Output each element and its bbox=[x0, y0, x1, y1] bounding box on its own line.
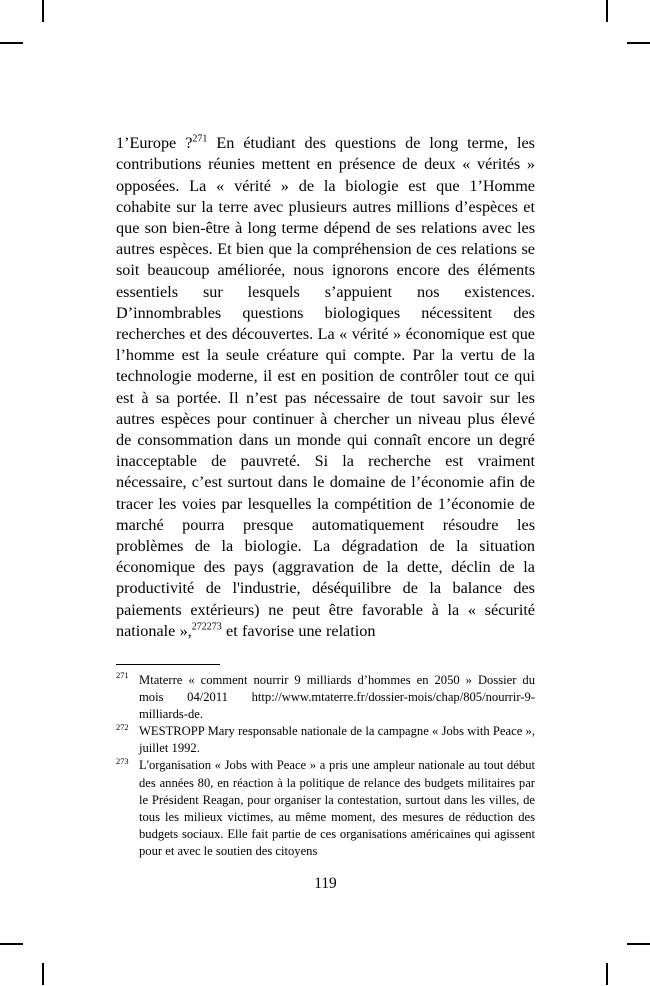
footnote-reference-272[interactable]: 272 bbox=[191, 621, 207, 633]
footnote-text: L'organisation « Jobs with Peace » a pris une ampleur nationale au tout début des années 80, en réaction à la politique de relance des budgets militaires par le Président Reagan, pour organiser la contestation, surtout dans les villes, de tous les milieux victimes, au même moment, des mesures de réduction des budgets sociaux. Elle fait partie de ces organisations américaines qui agissent pour et avec le soutien des citoyens bbox=[139, 758, 535, 858]
body-text-lead: 1’Europe ? bbox=[116, 134, 193, 153]
footnote-item bbox=[116, 723, 535, 757]
crop-mark-bottom-right-horizontal bbox=[627, 943, 650, 945]
body-paragraph bbox=[116, 133, 535, 642]
footnote-number: 273 bbox=[116, 756, 129, 766]
footnote-reference-273[interactable]: 273 bbox=[206, 621, 222, 633]
page-number: 119 bbox=[314, 875, 337, 892]
crop-mark-top-left-vertical bbox=[42, 0, 44, 22]
crop-mark-top-left-horizontal bbox=[0, 42, 23, 44]
crop-mark-bottom-left-vertical bbox=[42, 963, 44, 985]
crop-mark-top-right-vertical bbox=[606, 0, 608, 22]
footnote-item bbox=[116, 672, 535, 723]
footnote-number: 272 bbox=[116, 722, 129, 732]
footnote-reference-271[interactable]: 271 bbox=[192, 133, 208, 145]
crop-mark-bottom-right-vertical bbox=[606, 963, 608, 985]
footnote-text: WESTROPP Mary responsable nationale de la campagne « Jobs with Peace », juillet 1992. bbox=[139, 724, 535, 756]
footnote-item bbox=[116, 757, 535, 860]
body-text-tail: et favorise une relation bbox=[221, 621, 376, 640]
page-content-frame bbox=[116, 0, 535, 986]
footnote-number: 271 bbox=[116, 671, 129, 681]
crop-mark-top-right-horizontal bbox=[627, 42, 650, 44]
footnote-text: Mtaterre « comment nourrir 9 milliards d’hommes en 2050 » Dossier du mois 04/2011 http://www.mtaterre.fr/dossier-mois/chap/805/nourrir-9-milliards-de. bbox=[139, 673, 535, 722]
crop-mark-bottom-left-horizontal bbox=[0, 943, 23, 945]
footnote-separator-rule bbox=[116, 664, 220, 665]
footnote-list bbox=[116, 672, 535, 860]
body-text-middle: En étudiant des questions de long terme, les contributions réunies mettent en présence de deux « vérités » opposées. La « vérité » de la biologie est que 1’Homme cohabite sur la terre avec plusieurs autres millions d’espèces et que son bien-être à long terme dépend de ses relations avec les autres espèces. Et bien que la compréhension de ces relations se soit beaucoup améliorée, nous ignorons encore des éléments essentiels sur lesquels s’appuient nos existences. D’innombrables questions biologiques nécessitent des recherches et des découvertes. La « vérité » économique est que l’homme est la seule créature qui compte. Par la vertu de la technologie moderne, il est en position de contrôler tout ce qui est à sa portée. Il n’est pas nécessaire de tout savoir sur les autres espèces pour continuer à chercher un niveau plus élevé de consommation dans un monde qui connaît encore un degré inacceptable de pauvreté. Si la recherche est vraiment nécessaire, c’est surtout dans le domaine de l’économie afin de tracer les voies par lesquelles la compétition de 1’économie de marché pourra presque automatiquement résoudre les problèmes de la biologie. La dégradation de la situation économique des pays (aggravation de la dette, déclin de la productivité de l'industrie, déséquilibre de la balance des paiements extérieurs) ne peut être favorable à la « sécurité nationale », bbox=[116, 134, 535, 640]
